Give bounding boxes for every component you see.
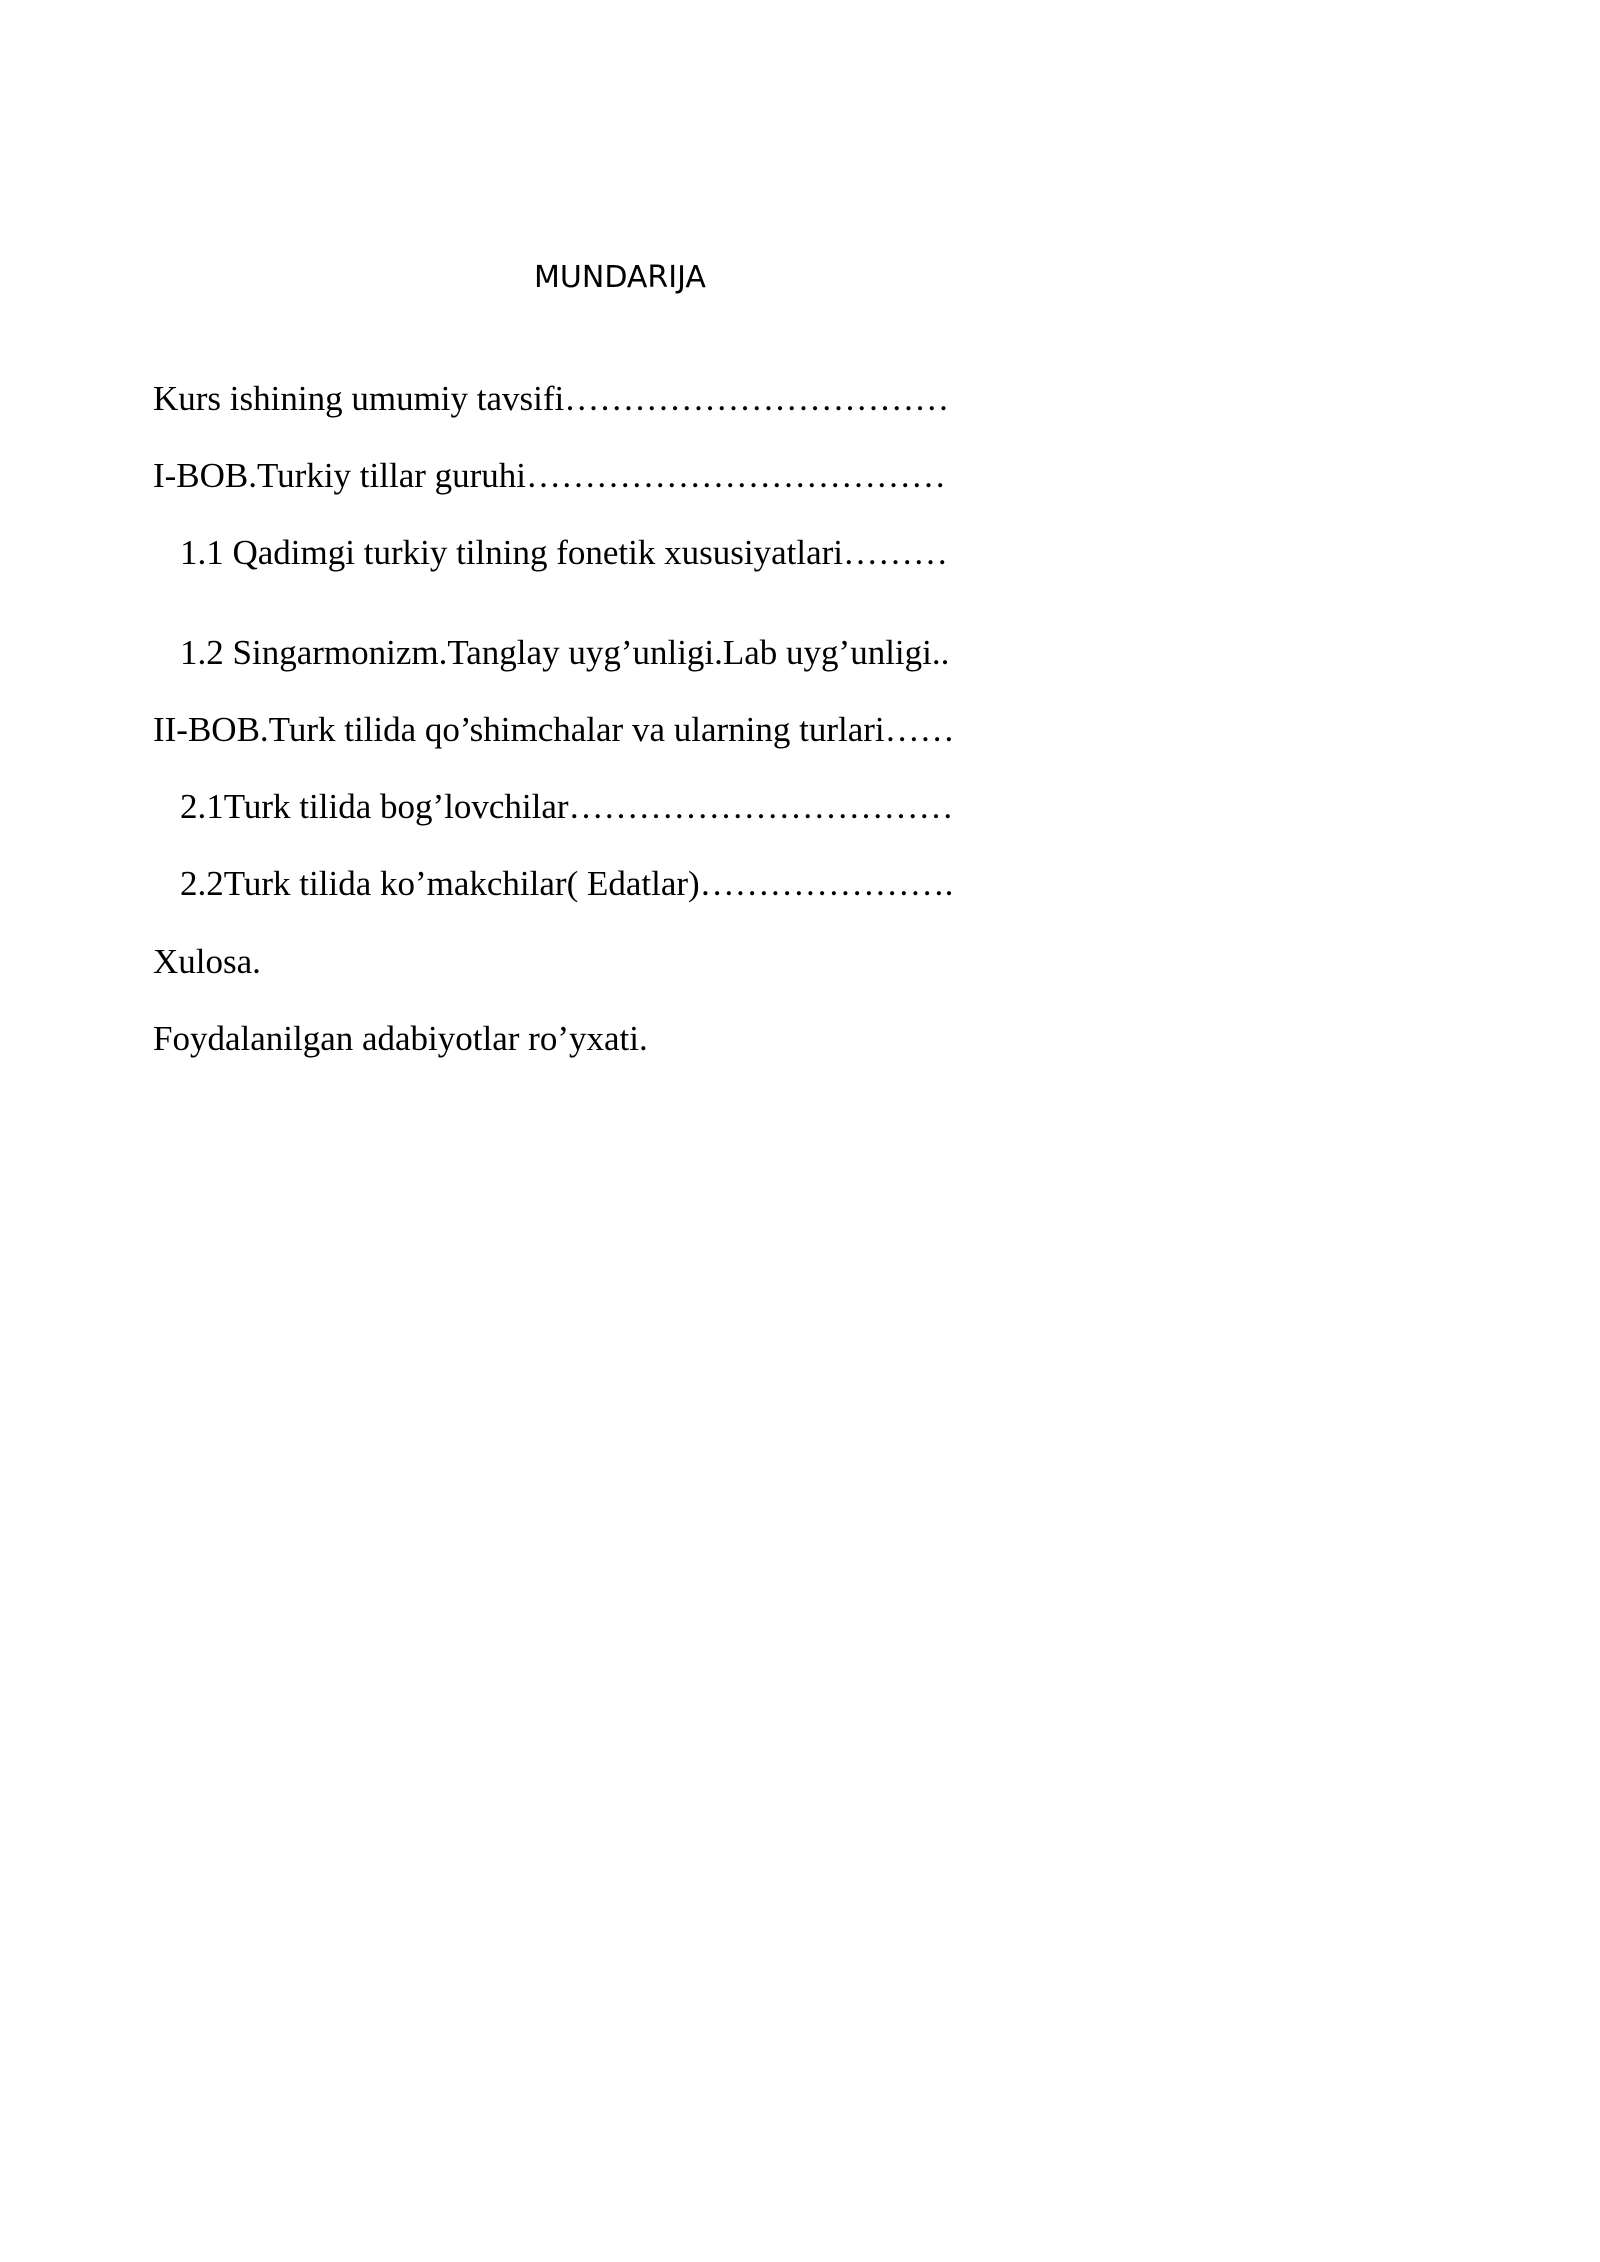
toc-entry-section-2-2: 2.2Turk tilida ko’makchilar( Edatlar)………………….	[180, 864, 954, 903]
toc-entry-references: Foydalanilgan adabiyotlar ro’yxati.	[153, 1019, 648, 1058]
toc-entry-section-2-1: 2.1Turk tilida bog’lovchilar……………………………	[180, 787, 954, 826]
toc-entry-general-description: Kurs ishining umumiy tavsifi……………………………	[153, 379, 950, 418]
toc-entry-chapter-2: II-BOB.Turk tilida qo’shimchalar va ularning turlari……	[153, 710, 955, 749]
toc-entry-section-1-1: 1.1 Qadimgi turkiy tilning fonetik xususiyatlari………	[180, 533, 948, 572]
toc-entry-conclusion: Xulosa.	[153, 942, 261, 981]
toc-entry-chapter-1: I-BOB.Turkiy tillar guruhi………………………………	[153, 456, 947, 495]
toc-title: MUNDARIJA	[534, 260, 706, 295]
toc-entry-section-1-2: 1.2 Singarmonizm.Tanglay uyg’unligi.Lab uyg’unligi..	[180, 633, 950, 672]
